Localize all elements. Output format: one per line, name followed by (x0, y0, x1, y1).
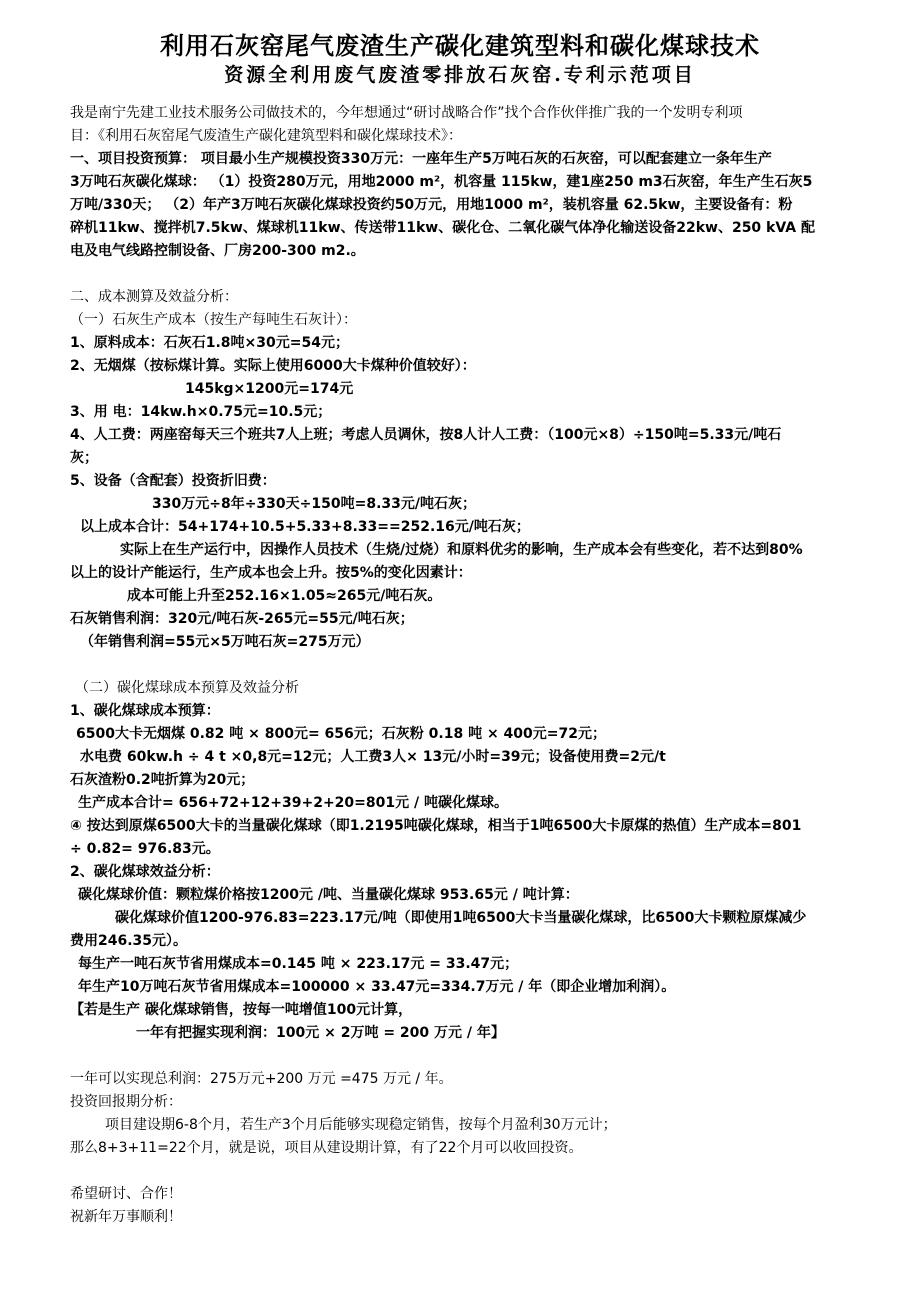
closing-line: 希望研讨、合作！ (70, 1186, 182, 1202)
summary-line: 项目建设期6-8个月，若生产3个月后能够实现稳定销售，按每个月盈利30万元计； (105, 1117, 617, 1133)
cost-line: 2、无烟煤（按标煤计算。实际上使用6000大卡煤种价值较好）： (70, 358, 476, 374)
document-body (70, 102, 882, 1229)
investment-line: 万吨/330天； （2）年产3万吨石灰碳化煤球投资约50万元，用地1000 m²，装机容量 62.5kw，主要设备有：粉 (70, 197, 793, 213)
cost-line: 330万元÷8年÷330天÷150吨=8.33元/吨石灰； (152, 496, 476, 512)
cost-note-line: 成本可能上升至252.16×1.05≈265元/吨石灰。 (127, 588, 442, 604)
briquette-line: 碳化煤球价值1200-976.83=223.17元/吨（即使用1吨6500大卡当量碳化煤球，比6500大卡颗粒原煤减少 (115, 910, 807, 926)
briquette-line: ÷ 0.82= 976.83元。 (70, 841, 220, 857)
summary-line: 那么8+3+11=22个月，就是说，项目从建设期计算，有了22个月可以收回投资。 (70, 1140, 583, 1156)
summary-line: 一年可以实现总利润：275万元+200 万元 =475 万元 / 年。 (70, 1071, 453, 1087)
briquette-line: 石灰渣粉0.2吨折算为20元； (70, 772, 255, 788)
briquette-line: 水电费 60kw.h ÷ 4 t ×0,8元=12元；人工费3人× 13元/小时=39元；设备使用费=2元/t (80, 749, 666, 765)
document-subtitle: 资源全利用废气废渣零排放石灰窑.专利示范项目 (224, 64, 696, 86)
briquette-line: 2、碳化煤球效益分析： (70, 864, 220, 880)
cost-line: 145kg×1200元=174元 (185, 381, 354, 397)
cost-note-line: 以上的设计产能运行，生产成本也会上升。按5%的变化因素计： (70, 565, 472, 581)
intro-line: 我是南宁先建工业技术服务公司做技术的，今年想通过“研讨战略合作”找个合作伙伴推广我的一个发明专利项 (70, 105, 743, 121)
cost-line: 1、原料成本：石灰石1.8吨×30元=54元； (70, 335, 349, 351)
cost-line: 4、人工费：两座窑每天三个班共7人上班；考虑人员调休，按8人计人工费：（100元×8）÷150吨=5.33元/吨石 (70, 427, 782, 443)
document-title: 利用石灰窑尾气废渣生产碳化建筑型料和碳化煤球技术 (160, 32, 760, 60)
briquette-line: 费用246.35元）。 (70, 933, 188, 949)
investment-line: 碎机11kw、搅拌机7.5kw、煤球机11kw、传送带11kw、碳化仓、二氧化碳气体净化输送设备22kw、250 kVA 配 (70, 220, 815, 236)
briquette-line: 年生产10万吨石灰节省用煤成本=100000 × 33.47元=334.7万元 / 年（即企业增加利润）。 (78, 979, 676, 995)
briquette-line: 【若是生产 碳化煤球销售，按每一吨增值100元计算， (70, 1002, 413, 1018)
briquette-line: ④ 按达到原煤6500大卡的当量碳化煤球（即1.2195吨碳化煤球，相当于1吨6500大卡原煤的热值）生产成本=801 (70, 818, 802, 834)
blank-line (70, 1160, 882, 1183)
briquette-line: 一年有把握实现利润：100元 × 2万吨 = 200 万元 / 年】 (136, 1025, 505, 1041)
cost-line: 3、用 电：14kw.h×0.75元=10.5元； (70, 404, 332, 420)
intro-line: 目：《利用石灰窑尾气废渣生产碳化建筑型料和碳化煤球技术》： (70, 128, 462, 144)
section-heading: 二、成本测算及效益分析： (70, 289, 238, 305)
briquette-line: 6500大卡无烟煤 0.82 吨 × 800元= 656元；石灰粉 0.18 吨 × 400元=72元； (76, 726, 606, 742)
cost-note-line: 实际上在生产运行中，因操作人员技术（生烧/过烧）和原料优劣的影响，生产成本会有些变化，若不达到80% (120, 542, 803, 558)
subsection-heading: （二）碳化煤球成本预算及效益分析 (75, 680, 299, 696)
briquette-line: 1、碳化煤球成本预算： (70, 703, 220, 719)
profit-line: （年销售利润=55元×5万吨石灰=275万元） (80, 634, 370, 650)
briquette-line: 碳化煤球价值：颗粒煤价格按1200元 /吨、当量碳化煤球 953.65元 / 吨计算： (78, 887, 579, 903)
investment-line: 3万吨石灰碳化煤球： （1）投资280万元，用地2000 m²，机容量 115kw，建1座250 m3石灰窑，年生产生石灰5 (70, 174, 813, 190)
profit-line: 石灰销售利润：320元/吨石灰-265元=55元/吨石灰； (70, 611, 414, 627)
briquette-line: 生产成本合计= 656+72+12+39+2+20=801元 / 吨碳化煤球。 (78, 795, 508, 811)
cost-total-line: 以上成本合计：54+174+10.5+5.33+8.33==252.16元/吨石灰； (80, 519, 530, 535)
briquette-line: 每生产一吨石灰节省用煤成本=0.145 吨 × 223.17元 = 33.47元； (78, 956, 519, 972)
blank-line (70, 263, 882, 286)
summary-line: 投资回报期分析： (70, 1094, 182, 1110)
blank-line (70, 654, 882, 677)
investment-line: 一、项目投资预算： 项目最小生产规模投资330万元：一座年生产5万吨石灰的石灰窑，可以配套建立一条年生产 (70, 151, 772, 167)
blank-line (70, 1045, 882, 1068)
investment-line: 电及电气线路控制设备、厂房200-300 m2.。 (70, 243, 365, 259)
cost-line: 5、设备（含配套）投资折旧费： (70, 473, 276, 489)
cost-line: 灰； (70, 450, 98, 466)
closing-line: 祝新年万事顺利！ (70, 1209, 182, 1225)
subsection-heading: （一）石灰生产成本（按生产每吨生石灰计）： (70, 312, 357, 328)
